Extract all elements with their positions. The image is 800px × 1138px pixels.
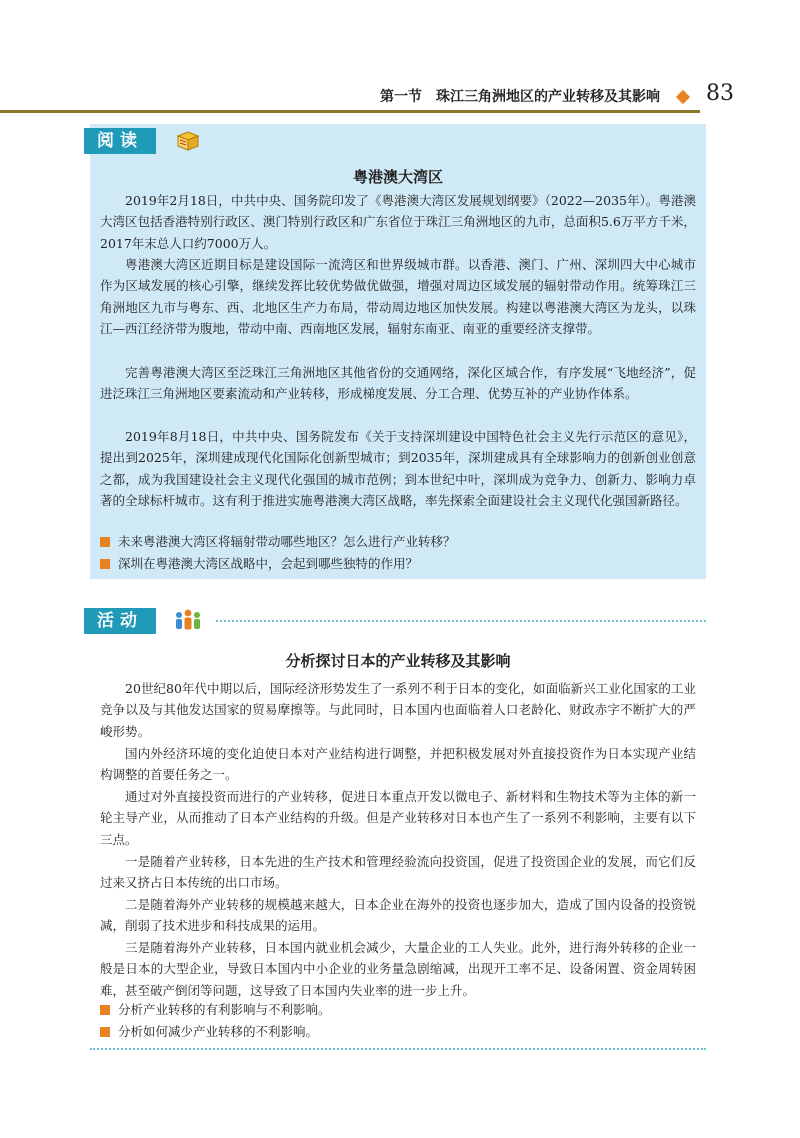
section-divider <box>216 620 706 622</box>
bottom-divider <box>90 1048 706 1050</box>
square-bullet-icon <box>100 559 110 569</box>
reading-paragraph: 2019年2月18日，中共中央、国务院印发了《粤港澳大湾区发展规划纲要》（2022—2035年）。粤港澳大湾区包括香港特别行政区、澳门特别行政区和广东省位于珠江三角洲地区的九市，总面积5.6万平方千米，2017年末总人口约7000万人。 <box>100 193 696 251</box>
page-number: 83 <box>706 81 734 106</box>
reading-paragraph: 2019年8月18日，中共中央、国务院发布《关于支持深圳建设中国特色社会主义先行示范区的意见》，提出到2025年，深圳建成现代化国际化创新型城市；到2035年，深圳建成具有全球影响力的创新创业创意之都，成为我国建设社会主义现代化强国的城市范例；到本世纪中叶，深圳成为竞争力、创新力、影响力卓著的全球标杆城市。这有利于推进实施粤港澳大湾区战略，率先探索全面建设社会主义现代化强国新路径。 <box>100 429 696 509</box>
square-bullet-icon <box>100 537 110 547</box>
activity-paragraph: 20世纪80年代中期以后，国际经济形势发生了一系列不利于日本的变化，如面临新兴工业化国家的工业竞争以及与其他发达国家的贸易摩擦等。与此同时，日本国内也面临着人口老龄化、财政赤字不断扩大的严峻形势。 <box>100 681 696 739</box>
activity-question: 分析产业转移的有利影响与不利影响。 <box>100 1000 331 1020</box>
activity-question: 分析如何减少产业转移的不利影响。 <box>100 1022 318 1042</box>
people-icon <box>174 608 202 632</box>
square-bullet-icon <box>100 1005 110 1015</box>
page-header <box>0 78 800 118</box>
reading-tag: 阅读 <box>84 128 156 154</box>
reading-title: 粤港澳大湾区 <box>352 168 443 186</box>
activity-title: 分析探讨日本的产业转移及其影响 <box>285 652 511 670</box>
reading-box <box>90 124 706 579</box>
activity-section <box>90 606 706 1046</box>
activity-paragraph: 通过对外直接投资而进行的产业转移，促进日本重点开发以微电子、新材料和生物技术等为主体的新一轮主导产业，从而推动了日本产业结构的升级。但是产业转移对日本也产生了一系列不利影响，主要有以下三点。 <box>100 789 696 847</box>
activity-paragraph: 三是随着海外产业转移，日本国内就业机会减少，大量企业的工人失业。此外，进行海外转移的企业一般是日本的大型企业，导致日本国内中小企业的业务量急剧缩减，出现开工率不足、设备闲置、资金周转困难，甚至破产倒闭等问题，这导致了日本国内失业率的进一步上升。 <box>100 940 696 998</box>
activity-paragraph: 一是随着产业转移，日本先进的生产技术和管理经验流向投资国，促进了投资国企业的发展，而它们反过来又挤占日本传统的出口市场。 <box>100 854 696 891</box>
diamond-icon <box>676 90 690 104</box>
reading-paragraph: 粤港澳大湾区近期目标是建设国际一流湾区和世界级城市群。以香港、澳门、广州、深圳四大中心城市作为区域发展的核心引擎，继续发挥比较优势做优做强，增强对周边区域发展的辐射带动作用。统筹珠江三角洲地区九市与粤东、西、北地区生产力布局，带动周边地区加快发展。构建以粤港澳大湾区为龙头，以珠江—西江经济带为腹地，带动中南、西南地区发展，辐射东南亚、南亚的重要经济支撑带。 <box>100 257 696 337</box>
square-bullet-icon <box>100 1027 110 1037</box>
activity-paragraph: 国内外经济环境的变化迫使日本对产业结构进行调整，并把积极发展对外直接投资作为日本实现产业结构调整的首要任务之一。 <box>100 746 696 783</box>
header-rule <box>0 110 700 113</box>
reading-question: 深圳在粤港澳大湾区战略中，会起到哪些独特的作用？ <box>100 554 418 574</box>
activity-paragraph: 二是随着海外产业转移的规模越来越大，日本企业在海外的投资也逐步加大，造成了国内设备的投资锐减，削弱了技术进步和科技成果的运用。 <box>100 897 696 934</box>
chapter-title: 第一节 珠江三角洲地区的产业转移及其影响 <box>380 89 660 105</box>
book-icon <box>176 130 200 152</box>
reading-paragraph: 完善粤港澳大湾区至泛珠江三角洲地区其他省份的交通网络，深化区域合作，有序发展“飞地经济”，促进泛珠江三角洲地区要素流动和产业转移，形成梯度发展、分工合理、优势互补的产业协作体系。 <box>100 365 696 402</box>
reading-question: 未来粤港澳大湾区将辐射带动哪些地区？怎么进行产业转移？ <box>100 532 456 552</box>
activity-tag: 活动 <box>84 608 156 634</box>
